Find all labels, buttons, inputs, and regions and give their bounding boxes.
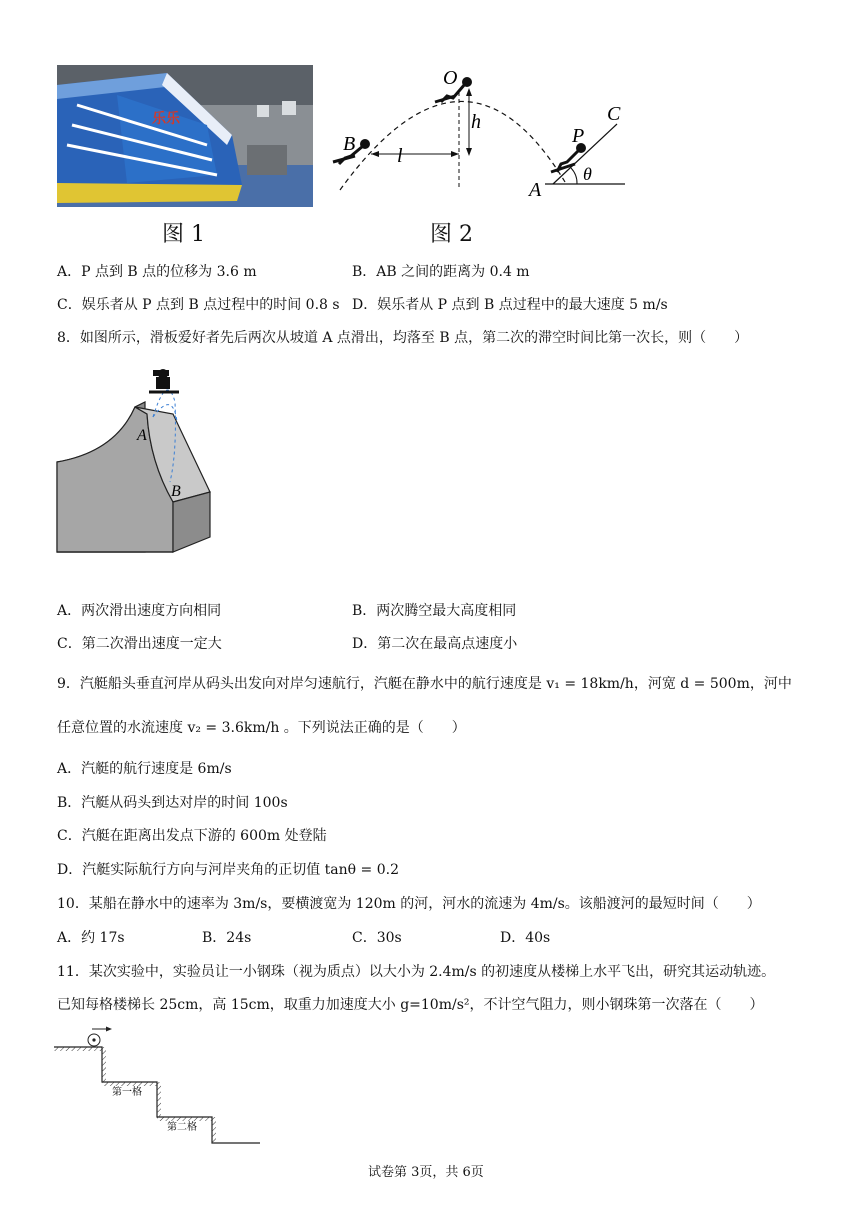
q8-option-c: C．第二次滑出速度一定大: [57, 636, 222, 652]
step2-label: 第二格: [167, 1122, 197, 1133]
q7-option-b: B．AB 之间的距离为 0.4 m: [352, 264, 530, 280]
q11-stairs-figure: [52, 1025, 267, 1150]
q8-option-d: D．第二次在最高点速度小: [352, 636, 518, 652]
q10-stem: 10．某船在静水中的速率为 3m/s，要横渡宽为 120m 的河，河水的流速为 4m/s。该船渡河的最短时间（ ）: [57, 896, 761, 912]
label-P: P: [572, 125, 585, 147]
q9-option-c: C．汽艇在距离出发点下游的 600m 处登陆: [57, 828, 327, 844]
q8-stem: 8．如图所示，滑板爱好者先后两次从坡道 A 点滑出，均落至 B 点，第二次的滞空时间比第一次长，则（ ）: [57, 330, 749, 346]
q11-stem-line2: 已知每格楼梯长 25cm，高 15cm，取重力加速度大小 g=10m/s²，不计空气阻力，则小钢珠第一次落在（ ）: [57, 997, 764, 1013]
label-O: O: [443, 67, 458, 89]
label-B: B: [343, 133, 356, 155]
q9-stem-line1: 9．汽艇船头垂直河岸从码头出发向对岸匀速航行，汽艇在静水中的航行速度是 v₁ = 18km/h，河宽 d = 500m，河中: [57, 676, 792, 692]
q9-option-d: D．汽艇实际航行方向与河岸夹角的正切值 tanθ = 0.2: [57, 862, 399, 878]
q7-option-c: C．娱乐者从 P 点到 B 点过程中的时间 0.8 s: [57, 297, 340, 313]
label-A: A: [137, 427, 147, 444]
step1-label: 第一格: [112, 1087, 142, 1098]
figure-1-caption: 图 1: [162, 222, 205, 247]
figure-2-diagram: [325, 62, 630, 202]
svg-text:乐乐: 乐乐: [152, 112, 180, 127]
q10-option-d: D．40s: [500, 930, 551, 946]
q9-option-b: B．汽艇从码头到达对岸的时间 100s: [57, 795, 288, 811]
label-B: B: [171, 483, 181, 500]
q10-option-a: A．约 17s: [57, 930, 125, 946]
q9-stem-line2: 任意位置的水流速度 v₂ = 3.6km/h 。下列说法正确的是（ ）: [57, 720, 466, 736]
q10-option-b: B．24s: [202, 930, 252, 946]
q8-ramp-figure: [55, 362, 220, 557]
q10-option-c: C．30s: [352, 930, 402, 946]
q9-option-a: A．汽艇的航行速度是 6m/s: [57, 761, 232, 777]
q8-option-a: A．两次滑出速度方向相同: [57, 603, 222, 619]
figure-1-photo: [57, 65, 313, 207]
label-l: l: [397, 145, 403, 167]
label-A: A: [529, 179, 542, 201]
q11-stem-line1: 11．某次实验中，实验员让一小钢珠（视为质点）以大小为 2.4m/s 的初速度从楼梯上水平飞出，研究其运动轨迹。: [57, 964, 776, 980]
label-C: C: [607, 103, 621, 125]
figure-2-caption: 图 2: [430, 222, 473, 247]
label-h: h: [471, 111, 481, 133]
page-footer: 试卷第 3页，共 6页: [368, 1165, 484, 1180]
label-theta: θ: [583, 164, 592, 184]
q8-option-b: B．两次腾空最大高度相同: [352, 603, 517, 619]
q7-option-d: D．娱乐者从 P 点到 B 点过程中的最大速度 5 m/s: [352, 297, 668, 313]
q7-option-a: A．P 点到 B 点的位移为 3.6 m: [57, 264, 257, 280]
